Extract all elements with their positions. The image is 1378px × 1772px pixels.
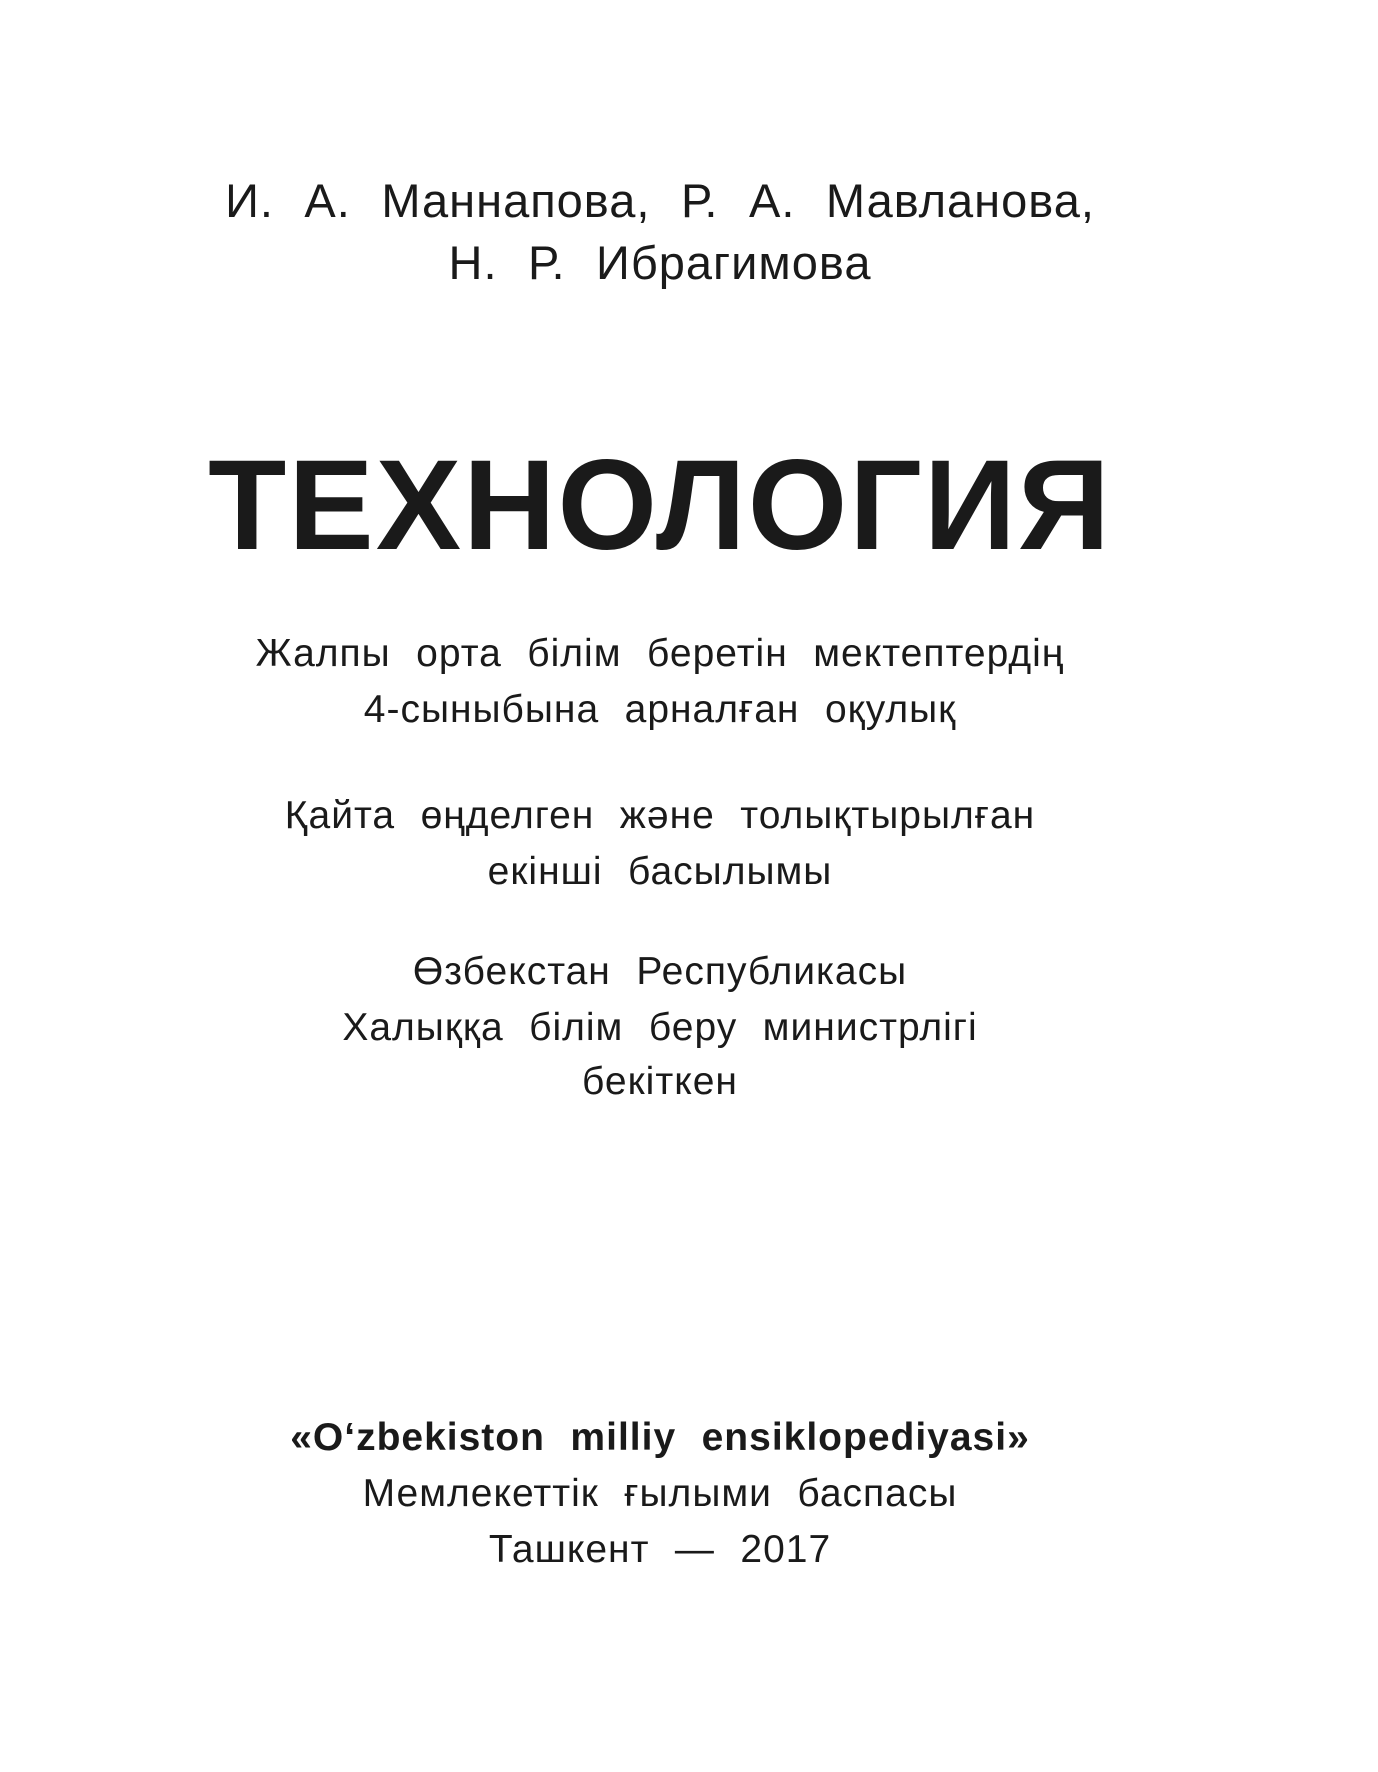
subtitle-line-2: 4-сыныбына арналған оқулық bbox=[363, 688, 957, 731]
book-title: ТЕХНОЛОГИЯ bbox=[208, 434, 1112, 577]
publisher-city-year: Ташкент — 2017 bbox=[488, 1528, 832, 1571]
approval-line-2: Халыққа білім беру министрлігі bbox=[342, 1006, 978, 1049]
edition-line-1: Қайта өңделген және толықтырылған bbox=[284, 794, 1036, 837]
authors-line-1: И. А. Маннапова, Р. А. Мавланова, bbox=[225, 174, 1095, 227]
approval-line-3: бекіткен bbox=[582, 1060, 738, 1103]
subtitle-line-1: Жалпы орта білім беретін мектептердің bbox=[255, 632, 1065, 675]
authors-line-2: Н. Р. Ибрагимова bbox=[448, 236, 872, 289]
edition-line-2: екінші басылымы bbox=[487, 850, 833, 893]
approval-line-1: Өзбекстан Республикасы bbox=[412, 950, 908, 993]
publisher-type: Мемлекеттік ғылыми баспасы bbox=[362, 1472, 958, 1515]
publisher-name: «O‘zbekiston milliy ensiklopediyasi» bbox=[290, 1416, 1030, 1459]
